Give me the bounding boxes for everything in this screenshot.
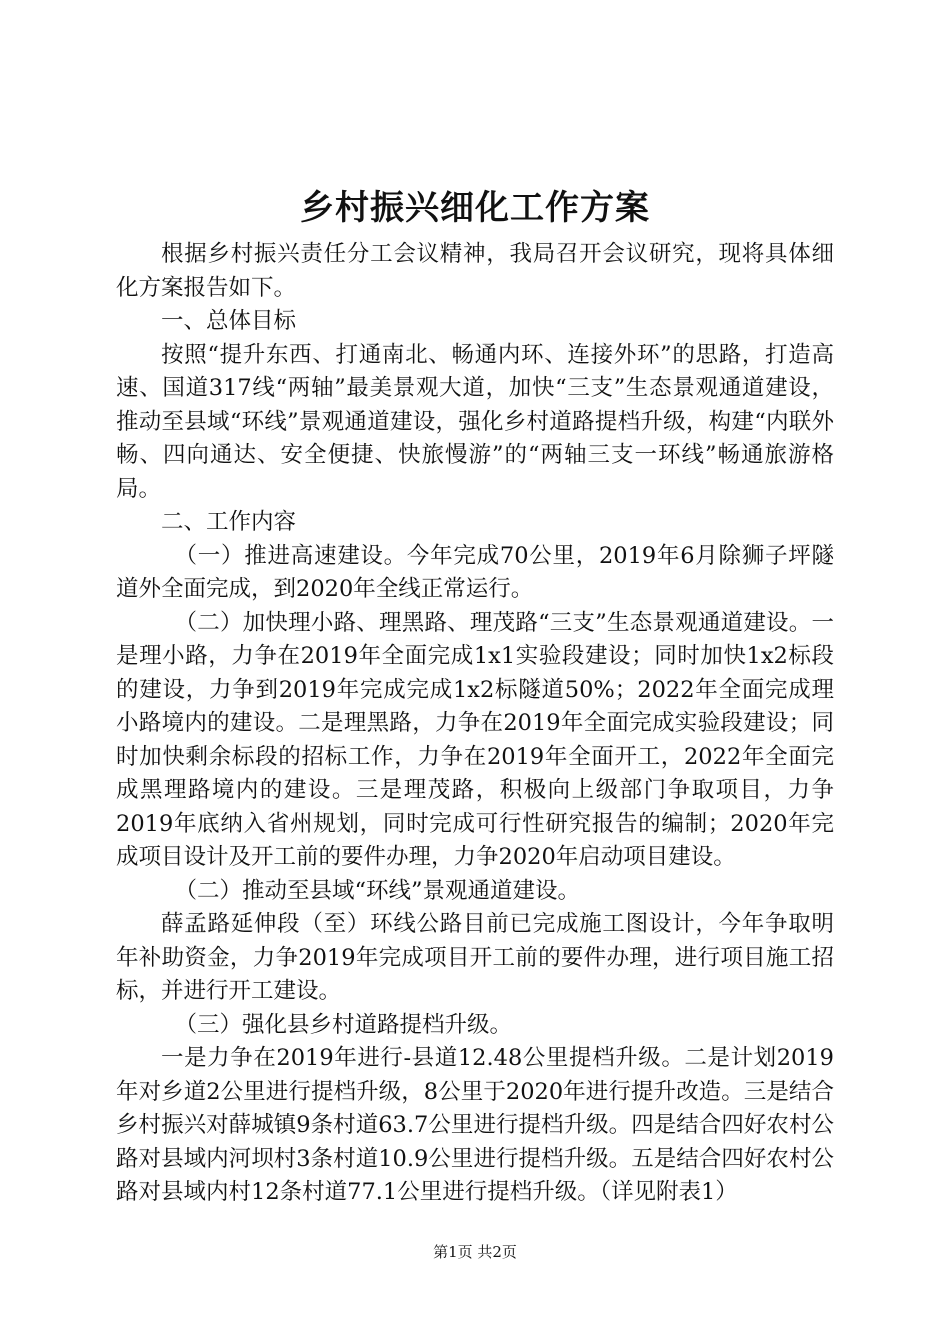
work-item-three-branches: （二）加快理小路、理黑路、理茂路“三支”生态景观通道建设。一是理小路，力争在2019年全面完成1x1实验段建设；同时加快1x2标段的建设，力争到2019年完成完成1x2标隧道50%；2022年全面完成理小路境内的建设。二是理黑路，力争在2019年全面完成实验段建设；同时加快剩余标段的招标工作，力争在2019年全面开工，2022年全面完成黑理路境内的建设。三是理茂路，积极向上级部门争取项目，力争2019年底纳入省州规划，同时完成可行性研究报告的编制；2020年完成项目设计及开工前的要件办理，力争2020年启动项目建设。 — [116, 609, 834, 870]
overall-goal-paragraph: 按照“提升东西、打通南北、畅通内环、连接外环”的思路，打造高速、国道317线“两轴”最美景观大道，加快“三支”生态景观通道建设，推动至县域“环线”景观通道建设，强化乡村道路提档升级，构建“内联外畅、四向通达、安全便捷、快旅慢游”的“两轴三支一环线”畅通旅游格局。 — [116, 341, 834, 502]
work-item-rural-roads-heading: （三）强化县乡村道路提档升级。 — [174, 1011, 513, 1038]
section-heading-work-content: 二、工作内容 — [161, 509, 297, 535]
work-item-ring-road-heading: （二）推动至县域“环线”景观通道建设。 — [174, 877, 581, 904]
ring-road-paragraph: 薛孟路延伸段（至）环线公路目前已完成施工图设计，今年争取明年补助资金，力争2019年完成项目开工前的要件办理，进行项目施工招标，并进行开工建设。 — [116, 911, 834, 1004]
rural-roads-paragraph: 一是力争在2019年进行-县道12.48公里提档升级。二是计划2019年对乡道2公里进行提档升级，8公里于2020年进行提升改造。三是结合乡村振兴对薛城镇9条村道63.7公里进行提档升级。四是结合四好农村公路对县域内河坝村3条村道10.9公里进行提档升级。五是结合四好农村公路对县域内村12条村道77.1公里进行提档升级。（详见附表1） — [116, 1045, 834, 1205]
page-number-footer: 第1页 共2页 — [433, 1243, 517, 1261]
section-heading-overall-goal: 一、总体目标 — [161, 308, 297, 334]
intro-paragraph: 根据乡村振兴责任分工会议精神，我局召开会议研究，现将具体细化方案报告如下。 — [116, 241, 834, 301]
document-title: 乡村振兴细化工作方案 — [300, 188, 650, 228]
document-body — [116, 238, 834, 1210]
work-item-highway: （一）推进高速建设。今年完成70公里，2019年6月除狮子坪隧道外全面完成，到2020年全线正常运行。 — [116, 542, 834, 602]
